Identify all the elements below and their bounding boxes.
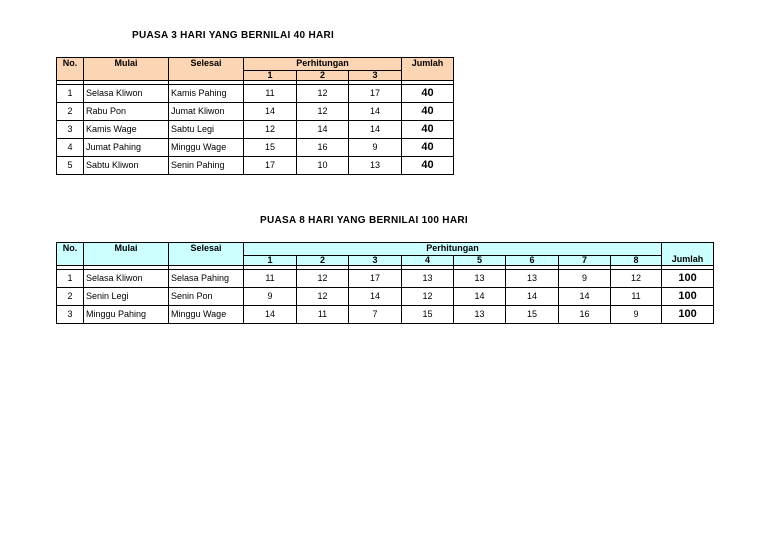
cell-jumlah: 100 [662, 306, 714, 324]
header-perhitungan: Perhitungan [244, 243, 662, 256]
cell-perhitungan-3: 9 [349, 139, 402, 157]
header-no: No. [57, 243, 84, 266]
cell-perhitungan-2: 16 [297, 139, 349, 157]
table-row [57, 103, 454, 121]
cell-perhitungan-3: 14 [349, 121, 402, 139]
cell-perhitungan-3: 17 [349, 270, 402, 288]
cell-perhitungan-3: 14 [349, 288, 402, 306]
cell-perhitungan-3: 7 [349, 306, 402, 324]
subheader-4: 4 [402, 256, 454, 266]
cell-perhitungan-4: 15 [402, 306, 454, 324]
cell-mulai: Rabu Pon [84, 103, 169, 121]
cell-perhitungan-2: 12 [297, 103, 349, 121]
table-row [57, 157, 454, 175]
cell-mulai: Kamis Wage [84, 121, 169, 139]
cell-no: 1 [57, 270, 84, 288]
cell-selesai: Senin Pon [169, 288, 244, 306]
cell-jumlah: 40 [402, 103, 454, 121]
fasting-8-day-table [56, 242, 714, 324]
cell-selesai: Minggu Wage [169, 139, 244, 157]
subheader-2: 2 [297, 256, 349, 266]
table1-title: PUASA 3 HARI YANG BERNILAI 40 HARI [132, 30, 335, 41]
header-selesai: Selesai [169, 58, 244, 81]
cell-perhitungan-1: 17 [244, 157, 297, 175]
table2-title: PUASA 8 HARI YANG BERNILAI 100 HARI [260, 215, 468, 226]
cell-perhitungan-1: 14 [244, 103, 297, 121]
table-row [57, 139, 454, 157]
cell-perhitungan-7: 9 [559, 270, 611, 288]
subheader-6: 6 [506, 256, 559, 266]
cell-perhitungan-8: 12 [611, 270, 662, 288]
cell-no: 2 [57, 288, 84, 306]
cell-perhitungan-7: 14 [559, 288, 611, 306]
cell-perhitungan-7: 16 [559, 306, 611, 324]
cell-no: 5 [57, 157, 84, 175]
cell-selesai: Jumat Kliwon [169, 103, 244, 121]
cell-perhitungan-2: 10 [297, 157, 349, 175]
cell-perhitungan-1: 9 [244, 288, 297, 306]
cell-perhitungan-6: 15 [506, 306, 559, 324]
cell-mulai: Sabtu Kliwon [84, 157, 169, 175]
cell-jumlah: 100 [662, 288, 714, 306]
cell-selesai: Sabtu Legi [169, 121, 244, 139]
cell-mulai: Selasa Kliwon [84, 85, 169, 103]
fasting-3-day-table [56, 57, 454, 175]
subheader-2: 2 [297, 71, 349, 81]
cell-no: 1 [57, 85, 84, 103]
table-row [57, 121, 454, 139]
cell-selesai: Minggu Wage [169, 306, 244, 324]
cell-perhitungan-5: 13 [454, 270, 506, 288]
cell-selesai: Senin Pahing [169, 157, 244, 175]
table-row [57, 270, 714, 288]
subheader-7: 7 [559, 256, 611, 266]
cell-perhitungan-1: 11 [244, 270, 297, 288]
cell-no: 3 [57, 306, 84, 324]
cell-mulai: Minggu Pahing [84, 306, 169, 324]
table-row [57, 306, 714, 324]
cell-jumlah: 40 [402, 157, 454, 175]
header-perhitungan: Perhitungan [244, 58, 402, 71]
subheader-3: 3 [349, 256, 402, 266]
header-jumlah: Jumlah [662, 243, 714, 266]
cell-perhitungan-2: 12 [297, 270, 349, 288]
cell-perhitungan-2: 12 [297, 85, 349, 103]
cell-perhitungan-1: 15 [244, 139, 297, 157]
cell-perhitungan-4: 12 [402, 288, 454, 306]
cell-perhitungan-6: 14 [506, 288, 559, 306]
cell-perhitungan-1: 11 [244, 85, 297, 103]
subheader-5: 5 [454, 256, 506, 266]
cell-no: 3 [57, 121, 84, 139]
subheader-1: 1 [244, 71, 297, 81]
subheader-1: 1 [244, 256, 297, 266]
cell-perhitungan-2: 12 [297, 288, 349, 306]
cell-perhitungan-8: 11 [611, 288, 662, 306]
cell-perhitungan-3: 17 [349, 85, 402, 103]
cell-mulai: Selasa Kliwon [84, 270, 169, 288]
header-mulai: Mulai [84, 243, 169, 266]
cell-jumlah: 40 [402, 85, 454, 103]
cell-perhitungan-2: 14 [297, 121, 349, 139]
table-row [57, 85, 454, 103]
cell-perhitungan-2: 11 [297, 306, 349, 324]
cell-perhitungan-5: 13 [454, 306, 506, 324]
cell-selesai: Selasa Pahing [169, 270, 244, 288]
cell-mulai: Jumat Pahing [84, 139, 169, 157]
cell-perhitungan-8: 9 [611, 306, 662, 324]
cell-perhitungan-5: 14 [454, 288, 506, 306]
cell-jumlah: 100 [662, 270, 714, 288]
subheader-3: 3 [349, 71, 402, 81]
cell-no: 2 [57, 103, 84, 121]
cell-perhitungan-3: 13 [349, 157, 402, 175]
header-selesai: Selesai [169, 243, 244, 266]
cell-selesai: Kamis Pahing [169, 85, 244, 103]
cell-perhitungan-4: 13 [402, 270, 454, 288]
cell-jumlah: 40 [402, 121, 454, 139]
cell-mulai: Senin Legi [84, 288, 169, 306]
cell-no: 4 [57, 139, 84, 157]
subheader-8: 8 [611, 256, 662, 266]
cell-perhitungan-1: 12 [244, 121, 297, 139]
header-mulai: Mulai [84, 58, 169, 81]
table-row [57, 288, 714, 306]
cell-perhitungan-1: 14 [244, 306, 297, 324]
cell-perhitungan-3: 14 [349, 103, 402, 121]
header-jumlah: Jumlah [402, 58, 454, 81]
cell-perhitungan-6: 13 [506, 270, 559, 288]
cell-jumlah: 40 [402, 139, 454, 157]
header-no: No. [57, 58, 84, 81]
